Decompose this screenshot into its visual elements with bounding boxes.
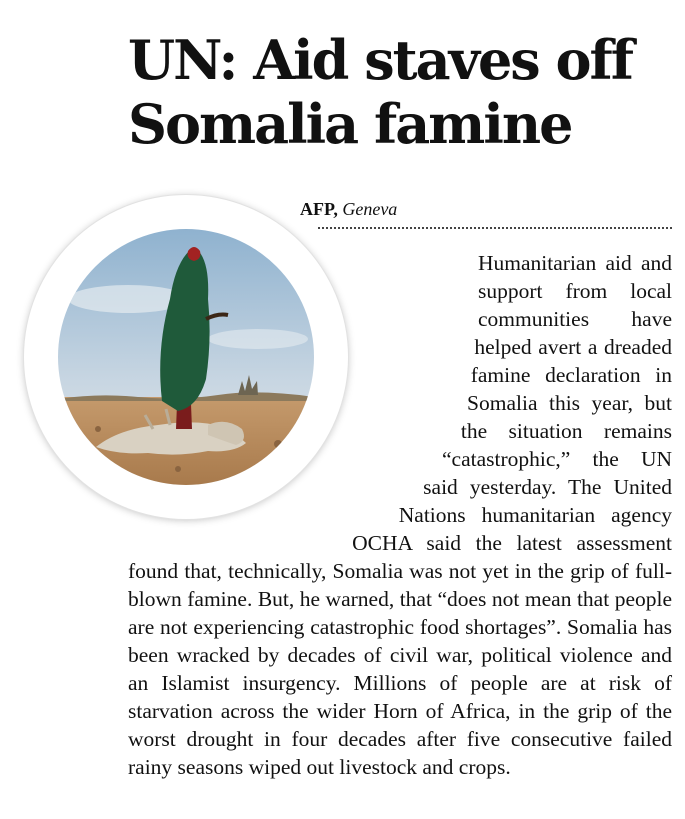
byline-source: AFP,	[300, 199, 338, 219]
article-body	[128, 249, 672, 781]
byline-location: Geneva	[342, 199, 398, 219]
photo-wrap-spacer	[128, 249, 478, 546]
headline-line-2: Somalia famine	[128, 92, 572, 156]
article-text: Humanitarian aid and support from local communities have helped avert a dreaded famine declaration in Somalia this year, but the situation remains “catastrophic,” the UN said yesterday. The United Nations humanitarian agency OCHA said the latest assessment found that, technically, Somalia was not yet in the grip of full-blown famine. But, he warned, that “does not mean that people are not experiencing catastrophic food shortages”. Somalia has been wracked by decades of civil war, political violence and an Islamist insurgency. Millions of people are at risk of starvation across the wider Horn of Africa, in the grip of the worst drought in four decades after five consecutive failed rainy seasons wiped out livestock and crops.	[128, 251, 672, 779]
dotted-divider	[318, 227, 672, 229]
headline-line-1: UN: Aid staves off	[128, 28, 632, 92]
headline	[128, 28, 668, 156]
byline	[300, 199, 397, 220]
